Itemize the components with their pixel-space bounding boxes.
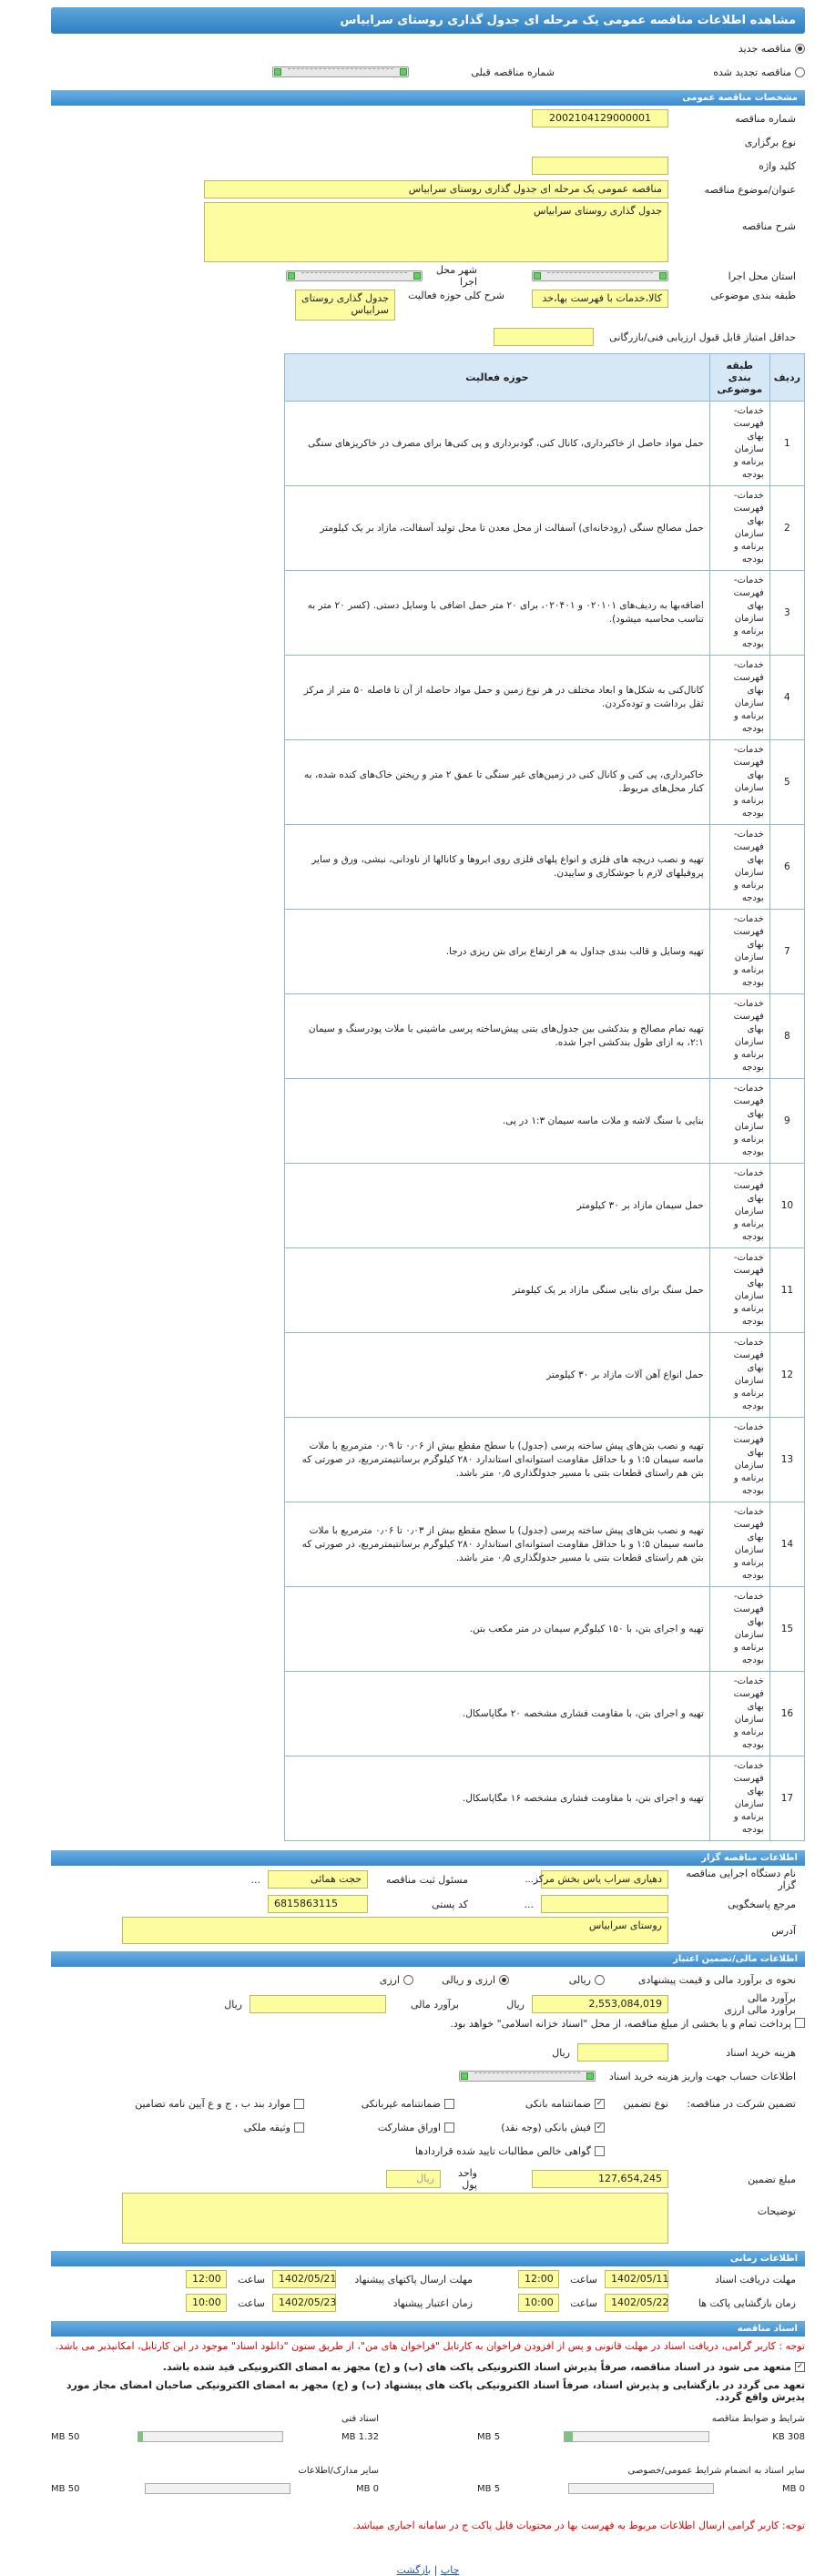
f1-label: شرایط و ضوابط مناقصه: [711, 2414, 805, 2424]
fx-currency: ریال: [224, 1998, 242, 2011]
registrar-dots: ...: [250, 1873, 260, 1886]
renewed-tender-radio[interactable]: [795, 67, 805, 77]
row-category: خدمات-فهرست بهای سازمان برنامه و بودجه: [709, 910, 769, 994]
row-number: 12: [769, 1333, 804, 1418]
row-number: 2: [769, 486, 804, 571]
row-activity: خاکبرداری، پی کنی و کانال کنی در زمین‌های غیر سنگی تا عمق ۲ متر و ریختن خاک‌های کنده شده، به کنار محل‌های مربوط.: [285, 740, 710, 825]
est-label-1: برآورد مالی: [748, 1992, 796, 2004]
ref-label: مرجع پاسخگویی: [728, 1898, 796, 1910]
f4-bar: [145, 2483, 290, 2494]
postal-label: کد پستی: [432, 1898, 468, 1910]
table-row: [285, 994, 805, 1079]
table-row: [285, 1248, 805, 1333]
f2-label: اسناد فنی: [341, 2414, 379, 2424]
table-row: [285, 486, 805, 571]
g2-checkbox[interactable]: [444, 2099, 454, 2109]
device-label: نام دستگاه اجرایی مناقصه گزار: [686, 1868, 796, 1891]
section-fin: اطلاعات مالی/تضمین اعتبار: [51, 1951, 805, 1967]
row-activity: حمل سنگ برای بنایی سنگی مازاد بر یک کیلومتر: [285, 1248, 710, 1333]
radio-fx[interactable]: [403, 1975, 413, 1985]
radio-rial-fx[interactable]: [499, 1975, 509, 1985]
ref-dots: ...: [524, 1898, 534, 1910]
open-hour-label: ساعت: [570, 2296, 597, 2309]
col-row: ردیف: [769, 354, 804, 402]
f1-size: 308 KB: [772, 2431, 805, 2442]
table-row: [285, 1756, 805, 1841]
link-separator: |: [431, 2564, 438, 2576]
keyword-field: [532, 157, 668, 175]
est-currency: ریال: [506, 1998, 525, 2011]
device-field: دهیاری سراب یاس بخش مرکز: [541, 1870, 668, 1889]
category-label: طبقه بندی موضوعی: [710, 290, 796, 301]
row-category: خدمات-فهرست بهای سازمان برنامه و بودجه: [709, 1333, 769, 1418]
row-number: 11: [769, 1248, 804, 1333]
row-category: خدمات-فهرست بهای سازمان برنامه و بودجه: [709, 1418, 769, 1502]
g4-checkbox[interactable]: ✓: [596, 2122, 604, 2132]
doc-deadline-label: مهلت دریافت اسناد: [715, 2273, 796, 2286]
category-field: کالا،خدمات با فهرست بها،خد: [532, 290, 668, 308]
keyword-label: کلید واژه: [759, 159, 796, 172]
activity-field: جدول گذاری روستای سرابیاس: [295, 290, 395, 321]
row-activity: تهیه وسایل و قالب بندی جداول به هر ارتفاع برای بتن ریزی درجا.: [285, 910, 710, 994]
notes-field: [122, 2193, 668, 2244]
new-tender-label: مناقصه جدید: [738, 42, 791, 55]
g7-label: گواهی خالص مطالبات تایید شده قراردادها: [414, 2144, 591, 2157]
unit-field: ریال: [386, 2170, 441, 2188]
f2-size: 1.32 MB: [341, 2431, 379, 2442]
device-dots: ...: [525, 1874, 534, 1885]
file-grid-1: [51, 2414, 805, 2442]
row-number: 14: [769, 1502, 804, 1587]
row-number: 8: [769, 994, 804, 1079]
ref-field: [541, 1895, 668, 1913]
table-row: [285, 1672, 805, 1756]
account-label: اطلاعات حساب جهت واریز هزینه خرید اسناد: [608, 2070, 796, 2082]
valid-field: 1402/05/23: [272, 2294, 336, 2312]
amount-label: مبلغ تضمین: [748, 2173, 796, 2185]
rial-label: ریالی: [568, 1973, 591, 1986]
g5-label: اوراق مشارکت: [377, 2121, 441, 2133]
table-row: [285, 1333, 805, 1418]
row-activity: تهیه و اجرای بتن، با ۱۵۰ کیلوگرم سیمان در متر مکعب بتن.: [285, 1587, 710, 1672]
table-row: [285, 1418, 805, 1502]
row-category: خدمات-فهرست بهای سازمان برنامه و بودجه: [709, 1756, 769, 1841]
row-number: 10: [769, 1164, 804, 1248]
valid-time-field: 10:00: [186, 2294, 227, 2312]
address-label: آدرس: [771, 1924, 796, 1937]
row-number: 1: [769, 402, 804, 486]
valid-hour-label: ساعت: [238, 2296, 265, 2309]
row-activity: تهیه و نصب دریچه های فلزی و انواع پلهای فلزی روی ابروها و کانالها از ناودانی، نبشی، ورق و سایر پروفیلهای لازم با جوشکاری و ساییدن.: [285, 825, 710, 910]
row-category: خدمات-فهرست بهای سازمان برنامه و بودجه: [709, 1164, 769, 1248]
section-docs: اسناد مناقصه: [51, 2321, 805, 2337]
radio-rial[interactable]: [595, 1975, 605, 1985]
tender-number-field: 2002104129000001: [532, 109, 668, 127]
prev-number-slider[interactable]: [272, 66, 409, 77]
col-activity: حوزه فعالیت: [285, 354, 710, 402]
valid-label: زمان اعتبار پیشنهاد: [392, 2296, 473, 2309]
f1-bar: [564, 2431, 709, 2442]
row-activity: تهیه و نصب بتن‌های پیش ساخته پرسی (جدول) با سطح مقطع بیش از ۰٫۰۶ تا ۰٫۰۹ مترمربع با ملات ماسه سیمان ۱:۵ و با حداقل مقاومت استوانه‌ای استاندارد ۲۸۰ کیلوگرم برسانتیمترمربع، در صورتی که بتن هم راستای قطعات بتنی با مسیر جدولگذاری ۰٫۵ متر باشد.: [285, 1418, 710, 1502]
desc-field: جدول گذاری روستای سرابیاس: [204, 202, 668, 262]
prev-number-label: شماره مناقصه قبلی: [471, 66, 555, 78]
est-label-2: برآورد مالی ارزی: [724, 2004, 796, 2016]
f4-max: 50 MB: [51, 2483, 80, 2494]
table-row: [285, 1502, 805, 1587]
table-row: [285, 656, 805, 740]
row-category: خدمات-فهرست بهای سازمان برنامه و بودجه: [709, 825, 769, 910]
open-label: زمان بازگشایی پاکت ها: [698, 2296, 796, 2309]
table-row: [285, 402, 805, 486]
f3-label: سایر اسناد به انضمام شرایط عمومی/خصوصی: [627, 2466, 805, 2476]
estimate-type-label: نحوه ی برآورد مالی و قیمت پیشنهادی: [637, 1973, 796, 1986]
row-category: خدمات-فهرست بهای سازمان برنامه و بودجه: [709, 402, 769, 486]
f3-size: 0 MB: [781, 2483, 805, 2494]
docs-note: توجه : کاربر گرامی، دریافت اسناد در مهلت قانونی و پس از افزودن فراخوان به کارتابل "فراخوان های من"، از طریق ستون "دانلود اسناد" موجود در این کارتابل، امکانپذیر می باشد.: [55, 2340, 805, 2352]
row-number: 7: [769, 910, 804, 994]
row-activity: تهیه و اجرای بتن، با مقاومت فشاری مشخصه ۲۰ مگاپاسکال.: [285, 1672, 710, 1756]
min-score-field: [494, 328, 594, 346]
row-number: 17: [769, 1756, 804, 1841]
notes-label: توضیحات: [757, 2205, 796, 2217]
renewed-tender-label: مناقصه تجدید شده: [713, 66, 791, 78]
doc-price-label: هزینه خرید اسناد: [726, 2046, 796, 2059]
title-label: عنوان/موضوع مناقصه: [704, 183, 796, 196]
row-number: 3: [769, 571, 804, 656]
row-category: خدمات-فهرست بهای سازمان برنامه و بودجه: [709, 571, 769, 656]
table-row: [285, 571, 805, 656]
row-number: 5: [769, 740, 804, 825]
g1-checkbox[interactable]: ✓: [596, 2098, 604, 2108]
address-field: روستای سرابیاس: [122, 1917, 668, 1944]
row-category: خدمات-فهرست بهای سازمان برنامه و بودجه: [709, 1248, 769, 1333]
doc-time-field: 12:00: [518, 2270, 559, 2288]
fx-estimate-field: [250, 1995, 386, 2013]
row-category: خدمات-فهرست بهای سازمان برنامه و بودجه: [709, 994, 769, 1079]
print-link[interactable]: چاپ: [440, 2564, 460, 2576]
activity-table: [284, 353, 805, 1841]
g6-label: وثیقه ملکی: [243, 2121, 290, 2133]
row-category: خدمات-فهرست بهای سازمان برنامه و بودجه: [709, 740, 769, 825]
table-row: [285, 1587, 805, 1672]
row-category: خدمات-فهرست بهای سازمان برنامه و بودجه: [709, 486, 769, 571]
row-activity: تهیه و نصب بتن‌های پیش ساخته پرسی (جدول) با سطح مقطع بیش از ۰٫۰۳ تا ۰٫۰۶ مترمربع با ملات ماسه سیمان ۱:۵ و با حداقل مقاومت استوانه‌ای استاندارد ۲۸۰ کیلوگرم برسانتیمترمربع، در صورتی که بتن هم راستای قطعات بتنی با مسیر جدولگذاری ۰٫۵ متر باشد.: [285, 1502, 710, 1587]
row-activity: اضافه‌بها به ردیف‌های ۰۲۰۱۰۱ و ۰۲۰۴۰۱، برای ۲۰ متر حمل اضافی با وسایل دستی. (کسر ۲۰ متر به تناسب محاسبه میشود).: [285, 571, 710, 656]
number-label: شماره مناقصه: [735, 112, 796, 125]
row-activity: حمل مواد حاصل از خاکبرداری، کانال کنی، گودبرداری و پی کنی‌ها برای مصرف در خاکریزهای سنگی: [285, 402, 710, 486]
commit2-text: تعهد می گردد در بازگشایی و پذیرش اسناد، صرفاً اسناد الکترونیکی پاکت های پیشنهاد (ب) و (ج) مجهز به امضای الکترونیکی صاحبان امضای مجاز مورد پذیرش واقع گردد.: [66, 2379, 805, 2403]
province-slider[interactable]: [532, 270, 668, 281]
open-field: 1402/05/22: [605, 2294, 668, 2312]
fx-label: ارزی: [379, 1973, 400, 1986]
f3-max: 5 MB: [477, 2483, 501, 2494]
docs-note-2: توجه: کاربر گرامی ارسال اطلاعات مربوط به فهرست بها در محتویات فایل پاکت ج در سامانه اجباری میباشد.: [352, 2520, 805, 2531]
participation-label: تضمین شرکت در مناقصه:: [687, 2097, 796, 2110]
row-activity: حمل انواع آهن آلات مازاد بر ۳۰ کیلومتر: [285, 1333, 710, 1418]
row-number: 16: [769, 1672, 804, 1756]
doc-currency: ریال: [552, 2046, 570, 2059]
row-category: خدمات-فهرست بهای سازمان برنامه و بودجه: [709, 1079, 769, 1164]
g6-checkbox[interactable]: [294, 2123, 304, 2133]
city-slider[interactable]: [286, 270, 423, 281]
back-link[interactable]: بازگشت: [396, 2564, 432, 2576]
table-row: [285, 740, 805, 825]
open-time-field: 10:00: [518, 2294, 559, 2312]
row-number: 13: [769, 1418, 804, 1502]
row-category: خدمات-فهرست بهای سازمان برنامه و بودجه: [709, 1587, 769, 1672]
table-row: [285, 1079, 805, 1164]
holding-type-label: نوع برگزاری: [744, 136, 796, 148]
g7-checkbox[interactable]: [595, 2146, 605, 2156]
row-number: 6: [769, 825, 804, 910]
f1-max: 5 MB: [477, 2431, 501, 2442]
fx-est-label: برآورد مالی: [411, 1998, 459, 2011]
province-label: استان محل اجرا: [728, 270, 796, 282]
estimate-field: 2,553,084,019: [532, 1995, 668, 2013]
f4-label: سایر مدارک/اطلاعات: [298, 2466, 379, 2476]
rial-fx-label: ارزی و ریالی: [442, 1973, 495, 1986]
row-activity: حمل سیمان مازاد بر ۳۰ کیلومتر: [285, 1164, 710, 1248]
amount-field: 127,654,245: [532, 2170, 668, 2188]
g3-label: موارد بند ب ، ج و ع آیین نامه تضامین: [135, 2097, 290, 2110]
f3-bar: [568, 2483, 714, 2494]
section-org: اطلاعات مناقصه گزار: [51, 1850, 805, 1866]
min-score-label: حداقل امتیاز قابل قبول ارزیابی فنی/بازرگانی: [609, 331, 796, 343]
commit1-text: متعهد می شود در اسناد مناقصه، صرفاً پذیرش اسناد الکترونیکی پاکت های (ب) و (ج) مجهز به امضای الکترونیکی قید شده باشد.: [162, 2360, 791, 2373]
f2-max: 50 MB: [51, 2431, 80, 2442]
row-number: 9: [769, 1079, 804, 1164]
submit-hour-label: ساعت: [238, 2273, 265, 2286]
g3-checkbox[interactable]: [294, 2099, 304, 2109]
doc-deadline-field: 1402/05/11: [605, 2270, 668, 2288]
row-category: خدمات-فهرست بهای سازمان برنامه و بودجه: [709, 1502, 769, 1587]
account-slider[interactable]: [459, 2071, 596, 2082]
title-field: مناقصه عمومی یک مرحله ای جدول گذاری روستای سرابیاس: [204, 180, 668, 199]
submit-field: 1402/05/21: [272, 2270, 336, 2288]
unit-label: واحد پول: [458, 2167, 477, 2191]
submit-label: مهلت ارسال پاکتهای پیشنهاد: [354, 2273, 473, 2286]
g5-checkbox[interactable]: [444, 2123, 454, 2133]
treasury-text: پرداخت تمام و یا بخشی از مبلغ مناقصه، از محل "اسناد خزانه اسلامی" خواهد بود.: [450, 2018, 791, 2030]
treasury-checkbox[interactable]: [795, 2018, 805, 2028]
table-row: [285, 910, 805, 994]
submit-time-field: 12:00: [186, 2270, 227, 2288]
postal-field: 6815863115: [268, 1895, 368, 1913]
commit1-checkbox[interactable]: ✓: [796, 2361, 804, 2371]
g1-label: ضمانتنامه بانکی: [525, 2097, 591, 2110]
registrar-field: حجت همائی: [268, 1870, 368, 1889]
f2-bar: [138, 2431, 283, 2442]
section-time: اطلاعات زمانی: [51, 2251, 805, 2266]
city-label: شهر محل اجرا: [435, 264, 477, 288]
row-activity: حمل مصالح سنگی (رودخانه‌ای) آسفالت از محل معدن تا محل تولید آسفالت، مازاد بر یک کیلومتر: [285, 486, 710, 571]
doc-hour-label: ساعت: [570, 2273, 597, 2286]
estimate-label: [668, 1992, 805, 2016]
section-general: مشخصات مناقصه عمومی: [51, 90, 805, 106]
new-tender-radio[interactable]: [795, 44, 805, 54]
doc-price-field: [577, 2043, 668, 2062]
row-activity: تهیه تمام مصالح و بندکشی بین جدول‌های بتنی پیش‌ساخته پرسی ماشینی با ملات پودرسنگ و سیمان ۲:۱، به ازای طول بندکشی اجرا شده.: [285, 994, 710, 1079]
page-title: مشاهده اطلاعات مناقصه عمومی یک مرحله ای جدول گذاری روستای سرابیاس: [51, 7, 805, 34]
row-activity: بنایی با سنگ لاشه و ملات ماسه سیمان ۱:۳ در پی.: [285, 1079, 710, 1164]
row-number: 15: [769, 1587, 804, 1672]
row-category: خدمات-فهرست بهای سازمان برنامه و بودجه: [709, 1672, 769, 1756]
registrar-label: مسئول ثبت مناقصه: [385, 1873, 468, 1886]
row-number: 4: [769, 656, 804, 740]
row-activity: کانال‌کنی به شکل‌ها و ابعاد مختلف در هر نوع زمین و حمل مواد حاصله از آن تا فاصله ۵۰ متر از مرکز ثقل برداشت و توده‌کردن.: [285, 656, 710, 740]
table-row: [285, 1164, 805, 1248]
f4-size: 0 MB: [355, 2483, 379, 2494]
file-grid-2: [51, 2466, 805, 2494]
g2-label: ضمانتنامه غیربانکی: [361, 2097, 441, 2110]
g4-label: فیش بانکی (وجه نقد): [501, 2121, 591, 2133]
col-category: طبقه بندی موضوعی: [709, 354, 769, 402]
guarantee-label: نوع تضمین: [623, 2097, 668, 2110]
activity-label: شرح کلی حوزه فعالیت: [408, 290, 504, 301]
row-activity: تهیه و اجرای بتن، با مقاومت فشاری مشخصه ۱۶ مگاپاسکال.: [285, 1756, 710, 1841]
row-category: خدمات-فهرست بهای سازمان برنامه و بودجه: [709, 656, 769, 740]
table-row: [285, 825, 805, 910]
desc-label: شرح مناقصه: [741, 220, 796, 232]
